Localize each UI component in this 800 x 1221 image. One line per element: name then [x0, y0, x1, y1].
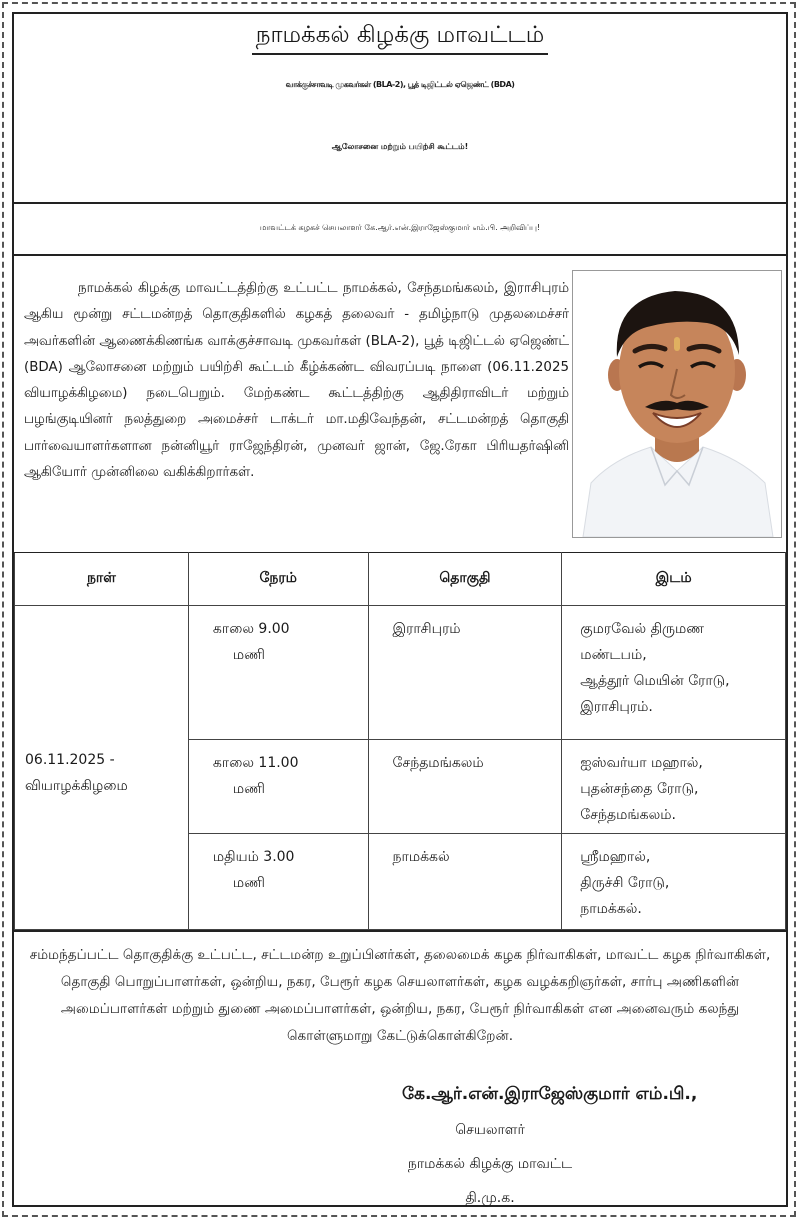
time-unit: மணி: [232, 781, 265, 797]
venue-line: குமரவேல் திருமண: [580, 621, 705, 637]
signatory-role: செயலாளர்: [455, 1122, 525, 1138]
notice-header: [14, 14, 786, 204]
time-cell: [188, 606, 368, 740]
portrait-photo: [572, 270, 782, 538]
main-title-line2: ஆலோசனை மற்றும் பயிற்சி கூட்டம்!: [331, 142, 469, 151]
notice-frame: [12, 12, 788, 1207]
signatory-district: நாமக்கல் கிழக்கு மாவட்ட: [407, 1156, 573, 1172]
time-cell: [188, 834, 368, 930]
header-venue: இடம்: [562, 553, 786, 606]
venue-line: புதன்சந்தை ரோடு,: [580, 781, 699, 797]
schedule-table: [14, 552, 786, 930]
time-unit: மணி: [232, 875, 265, 891]
constituency-cell: நாமக்கல்: [368, 834, 562, 930]
venue-line: ஆத்தூர் மெயின் ரோடு,: [580, 673, 730, 689]
venue-cell: [562, 740, 786, 834]
time-unit: மணி: [232, 647, 265, 663]
table-row: [15, 606, 786, 740]
constituency-cell: இராசிபுரம்: [368, 606, 562, 740]
date-value: 06.11.2025 -: [25, 751, 115, 768]
announcement-line: மாவட்டக் கழகச் செயலாளர் கே.ஆர்.என்.இராஜேஸ்குமார் எம்.பி. அறிவிப்பு!: [14, 202, 786, 256]
time-value: காலை 11.00: [212, 755, 299, 771]
intro-paragraph: நாமக்கல் கிழக்கு மாவட்டத்திற்கு உட்பட்ட நாமக்கல், சேந்தமங்கலம், இராசிபுரம் ஆகிய மூன்று சட்டமன்றத் தொகுதிகளில் கழகத் தலைவர் - தமிழ்நாடு முதலமைச்சர் அவர்களின் ஆணைக்கிணங்க வாக்குச்சாவடி முகவர்கள் (BLA-2), பூத் டிஜிட்டல் ஏஜெண்ட் (BDA) ஆலோசனை மற்றும் பயிற்சி கூட்டம் கீழ்க்கண்ட விவரப்படி நாளை (06.11.2025 வியாழக்கிழமை) நடைபெறும். மேற்கண்ட கூட்டத்திற்கு ஆதிதிராவிடர் மற்றும் பழங்குடியினர் நலத்துறை அமைச்சர் டாக்டர் மா.மதிவேந்தன், சட்டமன்றத் தொகுதி பார்வையாளர்களான நன்னியூர் ராஜேந்திரன், முனவர் ஜான், ஜே.ரேகா பிரியதர்ஷினி ஆகியோர் முன்னிலை வகிக்கிறார்கள்.: [24, 281, 569, 481]
header-constituency: தொகுதி: [368, 553, 562, 606]
time-cell: [188, 740, 368, 834]
venue-cell: [562, 834, 786, 930]
main-title-line1: வாக்குச்சாவடி முகவர்கள் (BLA-2), பூத் டிஜிட்டல் ஏஜெண்ட் (BDA): [285, 80, 515, 89]
constituency-cell: சேந்தமங்கலம்: [368, 740, 562, 834]
venue-line: ஐஸ்வர்யா மஹால்,: [580, 755, 703, 771]
venue-line: நாமக்கல்.: [580, 901, 642, 917]
time-value: மதியம் 3.00: [212, 849, 295, 865]
venue-cell: [562, 606, 786, 740]
venue-line: திருச்சி ரோடு,: [580, 875, 670, 891]
portrait-illustration: [573, 271, 781, 537]
intro-section: [14, 256, 786, 552]
venue-line: சேந்தமங்கலம்.: [580, 807, 676, 823]
header-time: நேரம்: [188, 553, 368, 606]
venue-line: இராசிபுரம்.: [580, 699, 653, 715]
district-title: நாமக்கல் கிழக்கு மாவட்டம்: [252, 22, 548, 55]
day-value: வியாழக்கிழமை: [25, 777, 128, 794]
closing-paragraph: சம்மந்தப்பட்ட தொகுதிக்கு உட்பட்ட, சட்டமன்ற உறுப்பினர்கள், தலைமைக் கழக நிர்வாகிகள், மாவட்ட கழக நிர்வாகிகள், தொகுதி பொறுப்பாளர்கள், ஒன்றிய, நகர, பேரூர் கழக செயலாளர்கள், கழக வழக்கறிஞர்கள், சார்பு அணிகளின் அமைப்பாளர்கள் மற்றும் துணை அமைப்பாளர்கள், ஒன்றிய, நகர, பேரூர் நிர்வாகிகள் என அனைவரும் கலந்து கொள்ளுமாறு கேட்டுக்கொள்கிறேன்.: [14, 930, 786, 1050]
table-header-row: [15, 553, 786, 606]
date-cell: [15, 606, 189, 930]
signatory-name: கே.ஆர்.என்.இராஜேஸ்குமார் எம்.பி.,: [402, 1084, 698, 1104]
header-date: நாள்: [15, 553, 189, 606]
venue-line: ஸ்ரீமஹால்,: [580, 849, 651, 865]
party-name: தி.மு.க.: [465, 1190, 515, 1206]
time-value: காலை 9.00: [212, 621, 290, 637]
venue-line: மண்டபம்,: [580, 647, 647, 663]
